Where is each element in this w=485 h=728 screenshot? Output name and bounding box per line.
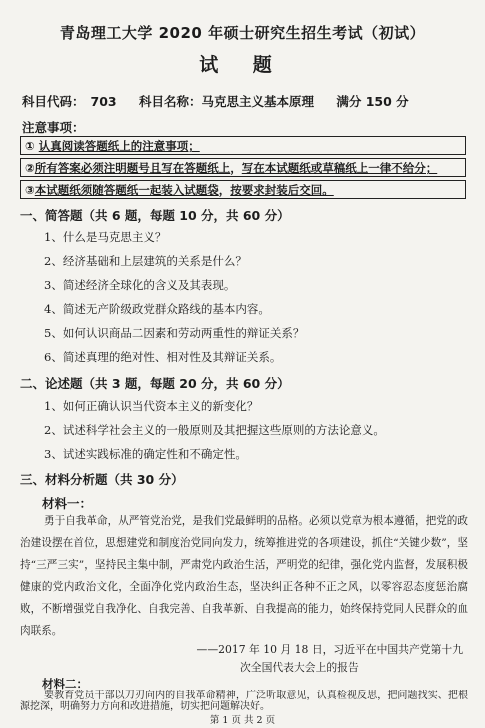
notice-item-1: [20, 136, 466, 155]
notice-item-text: 本试题纸须随答题纸一起装入试题袋: [34, 183, 219, 197]
section-1-heading: 一、简答题（共 6 题，每题 10 分，共 60 分）: [20, 208, 290, 223]
code-field: [22, 94, 117, 109]
name-value: 马克思主义基本原理: [201, 94, 314, 109]
material-1-text: 勇于自我革命，从严管党治党，是我们党最鲜明的品格。必须以党章为根本遵循，把党的政治建设摆在首位，思想建党和制度治党同向发力，统筹推进党的各项建设，抓住“关键少数”，坚持“三严三实”，坚持民主集中制，严肃党内政治生活，严明党的纪律，强化党内监督，发展积极健康的党内政治文化，全面净化党内政治生态，坚决纠正各种不正之风，以零容忍态度惩治腐败，不断增强党自我净化、自我完善、自我革新、自我提高的能力，始终保持党同人民群众的血肉联系。: [20, 515, 468, 637]
material-2-text: 要教育党员干部以刀刃向内的自我革命精神，广泛听取意见，认真检视反思，把问题找实、把根源挖深，明确努力方向和改进措施，切实把问题解决好。: [20, 690, 468, 712]
notice-separator: ，: [230, 161, 242, 175]
full-score: 满分 150 分: [336, 94, 409, 109]
notice-separator: ，: [218, 183, 231, 197]
university-title: 青岛理工大学 2020 年硕士研究生招生考试（初试）: [59, 24, 426, 42]
code-label: 科目代码：: [22, 94, 85, 109]
question-2-3: 3、试述实践标准的确定性和不确定性。: [44, 447, 247, 461]
notice-item-text: 按要求封装后交回。: [230, 183, 334, 197]
question-2-2: 2、试述科学社会主义的一般原则及其把握这些原则的方法论意义。: [44, 423, 385, 437]
material-1-source-cont: 次全国代表大会上的报告: [240, 661, 359, 674]
question-1-3: 3、简述经济全球化的含义及其表现。: [44, 278, 236, 292]
notice-item-2: [20, 158, 466, 177]
section-2-heading: 二、论述题（共 3 题，每题 20 分，共 60 分）: [20, 376, 290, 391]
notice-item-text: 写在本试题纸或草稿纸上一律不给分；: [241, 161, 438, 175]
notice-item-3: [20, 180, 466, 199]
code-value: 703: [90, 94, 117, 109]
notice-item-number: ①: [25, 139, 39, 153]
question-1-6: 6、简述真理的绝对性、相对性及其辩证关系。: [44, 350, 282, 364]
section-3-heading: 三、材料分析题（共 30 分）: [20, 472, 184, 487]
notice-item-text: 认真阅读答题纸上的注意事项；: [38, 139, 200, 153]
name-label: 科目名称：: [138, 94, 202, 109]
subject-meta: [22, 92, 427, 110]
notice-heading: 注意事项：: [22, 120, 85, 135]
notice-item-number: ③: [25, 183, 35, 197]
page-footer: 第 1 页 共 2 页: [209, 715, 276, 726]
question-1-4: 4、简述无产阶级政党群众路线的基本内容。: [44, 302, 270, 316]
name-field: [139, 94, 314, 109]
paper-title: 试 题: [199, 54, 286, 76]
notice-item-text: 所有答案必须注明题号且写在答题纸上: [34, 161, 231, 175]
material-2-label: 材料二：: [42, 677, 88, 691]
question-1-5: 5、如何认识商品二因素和劳动两重性的辩证关系？: [44, 326, 305, 340]
question-1-2: 2、经济基础和上层建筑的关系是什么？: [44, 254, 247, 268]
material-1-label: 材料一：: [42, 496, 93, 511]
notice-item-number: ②: [25, 161, 35, 175]
question-1-1: 1、什么是马克思主义？: [44, 230, 167, 244]
material-1-source: ——2017 年 10 月 18 日，习近平在中国共产党第十九: [196, 643, 463, 656]
question-2-1: 1、如何正确认识当代资本主义的新变化？: [44, 399, 259, 413]
